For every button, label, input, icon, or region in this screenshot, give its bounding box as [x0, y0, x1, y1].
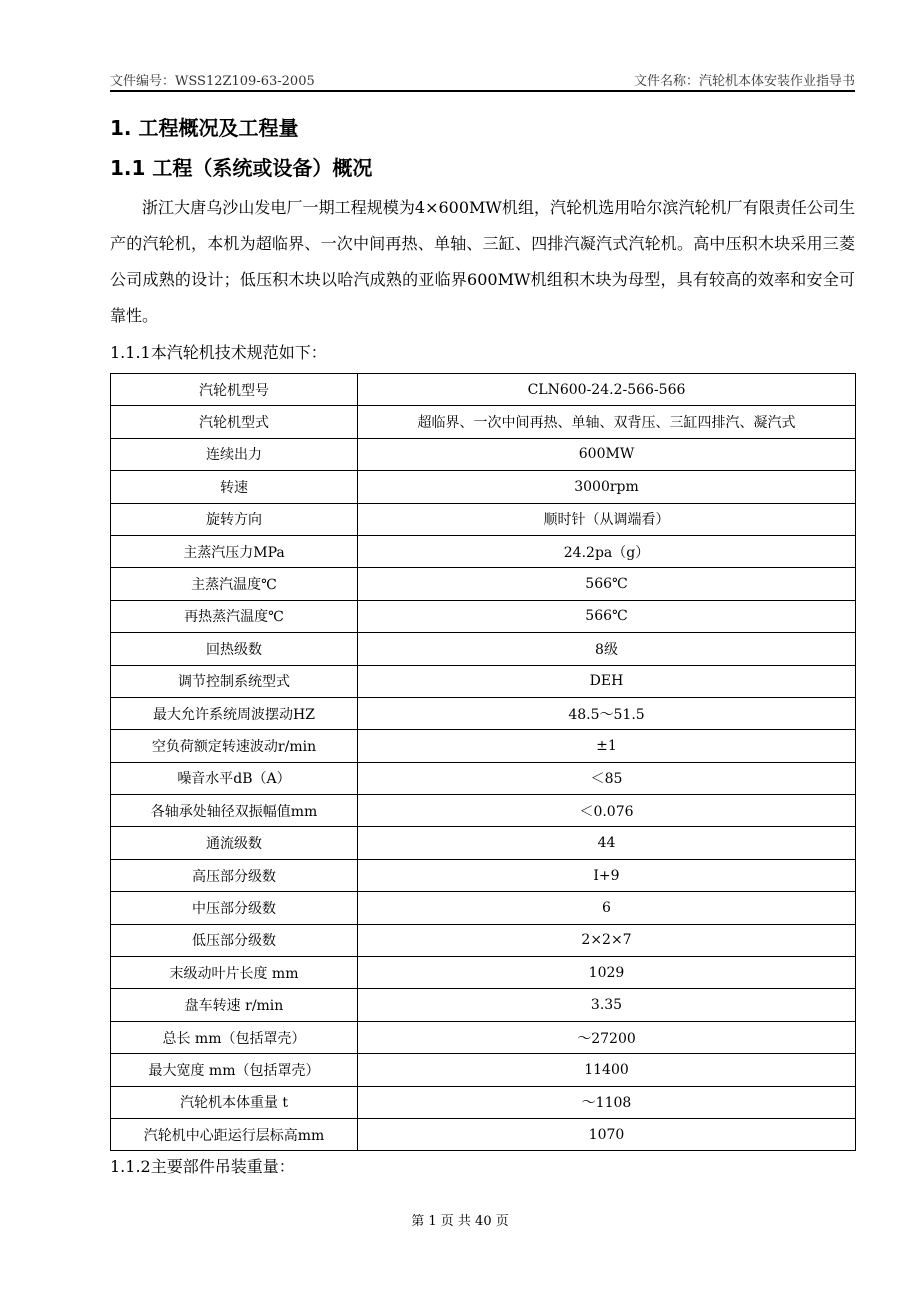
turbine-spec-table: [110, 373, 856, 1151]
spec-value: 超临界、一次中间再热、单轴、双背压、三缸四排汽、凝汽式: [358, 406, 856, 438]
spec-label: 汽轮机型号: [111, 374, 358, 406]
spec-label: 噪音水平dB（A）: [111, 762, 358, 794]
spec-value: 11400: [358, 1054, 856, 1086]
table-row: [111, 406, 856, 438]
section-1-1-heading: 1.1 工程（系统或设备）概况: [110, 156, 373, 180]
table-row: [111, 665, 856, 697]
table-row: [111, 1118, 856, 1150]
spec-value: 1070: [358, 1118, 856, 1150]
spec-label: 调节控制系统型式: [111, 665, 358, 697]
spec-label: 汽轮机本体重量 t: [111, 1086, 358, 1118]
spec-label: 各轴承处轴径双振幅值mm: [111, 795, 358, 827]
spec-value: CLN600-24.2-566-566: [358, 374, 856, 406]
spec-label: 转速: [111, 471, 358, 503]
table-row: [111, 989, 856, 1021]
spec-label: 总长 mm（包括罩壳）: [111, 1021, 358, 1053]
spec-value: ±1: [358, 730, 856, 762]
spec-value: ～1108: [358, 1086, 856, 1118]
spec-label: 最大宽度 mm（包括罩壳）: [111, 1054, 358, 1086]
spec-value: 566℃: [358, 568, 856, 600]
spec-value: 顺时针（从调端看）: [358, 503, 856, 535]
table-row: [111, 859, 856, 891]
spec-label: 空负荷额定转速波动r/min: [111, 730, 358, 762]
spec-value: 24.2pa（g）: [358, 535, 856, 567]
spec-label: 低压部分级数: [111, 924, 358, 956]
spec-label: 中压部分级数: [111, 892, 358, 924]
table-row: [111, 892, 856, 924]
table-row: [111, 730, 856, 762]
spec-value: ＜85: [358, 762, 856, 794]
spec-label: 最大允许系统周波摆动HZ: [111, 697, 358, 729]
page-header: [110, 70, 855, 92]
spec-value: 44: [358, 827, 856, 859]
table-row: [111, 633, 856, 665]
spec-label: 再热蒸汽温度℃: [111, 600, 358, 632]
page-footer: 第 1 页 共 40 页: [411, 1214, 509, 1229]
table-row: [111, 762, 856, 794]
table-row: [111, 374, 856, 406]
table-row: [111, 568, 856, 600]
spec-value: 8级: [358, 633, 856, 665]
table-row: [111, 438, 856, 470]
spec-label: 末级动叶片长度 mm: [111, 957, 358, 989]
table-row: [111, 471, 856, 503]
subsection-1-1-2-heading: 1.1.2主要部件吊装重量：: [110, 1157, 295, 1176]
spec-value: 1029: [358, 957, 856, 989]
table-row: [111, 1054, 856, 1086]
table-row: [111, 535, 856, 567]
intro-paragraph: 浙江大唐乌沙山发电厂一期工程规模为4×600MW机组，汽轮机选用哈尔滨汽轮机厂有限责任公司生产的汽轮机，本机为超临界、一次中间再热、单轴、三缸、四排汽凝汽式汽轮机。高中压积木块采用三菱公司成熟的设计；低压积木块以哈汽成熟的亚临界600MW机组积木块为母型，具有较高的效率和安全可靠性。: [110, 198, 855, 325]
table-row: [111, 957, 856, 989]
spec-value: ＜0.076: [358, 795, 856, 827]
spec-value: 566℃: [358, 600, 856, 632]
table-row: [111, 924, 856, 956]
spec-value: 2×2×7: [358, 924, 856, 956]
spec-label: 盘车转速 r/min: [111, 989, 358, 1021]
spec-label: 汽轮机型式: [111, 406, 358, 438]
spec-label: 旋转方向: [111, 503, 358, 535]
spec-value: 600MW: [358, 438, 856, 470]
spec-label: 主蒸汽温度℃: [111, 568, 358, 600]
spec-value: 48.5～51.5: [358, 697, 856, 729]
table-row: [111, 1021, 856, 1053]
spec-value: DEH: [358, 665, 856, 697]
table-row: [111, 600, 856, 632]
spec-value: I+9: [358, 859, 856, 891]
file-name: 文件名称：汽轮机本体安装作业指导书: [633, 74, 855, 89]
spec-label: 高压部分级数: [111, 859, 358, 891]
spec-value: 3.35: [358, 989, 856, 1021]
spec-label: 回热级数: [111, 633, 358, 665]
spec-label: 汽轮机中心距运行层标高mm: [111, 1118, 358, 1150]
table-row: [111, 503, 856, 535]
file-number: 文件编号：WSS12Z109-63-2005: [110, 74, 315, 89]
section-1-heading: 1. 工程概况及工程量: [110, 116, 299, 140]
table-row: [111, 697, 856, 729]
table-row: [111, 827, 856, 859]
table-row: [111, 1086, 856, 1118]
spec-label: 通流级数: [111, 827, 358, 859]
spec-label: 主蒸汽压力MPa: [111, 535, 358, 567]
table-row: [111, 795, 856, 827]
spec-value: ～27200: [358, 1021, 856, 1053]
spec-value: 6: [358, 892, 856, 924]
subsection-1-1-1-heading: 1.1.1本汽轮机技术规范如下：: [110, 343, 327, 362]
spec-value: 3000rpm: [358, 471, 856, 503]
spec-label: 连续出力: [111, 438, 358, 470]
